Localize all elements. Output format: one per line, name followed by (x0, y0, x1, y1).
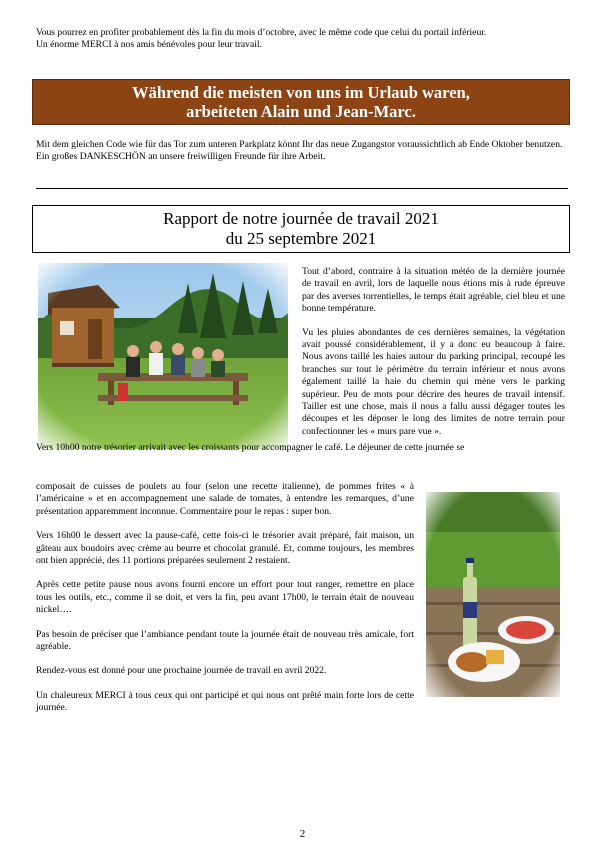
report-paragraph-4: Vers 16h00 le dessert avec la pause-café, cette fois-ci le trésorier avait préparé, fait maison, un gâteau aux boudoirs avec crème au beurre et chocolat granulé. Et, comme toujours, les membres ont bien apprécié, des 11 portions préparées seulement 2 restaient. (36, 530, 414, 567)
report-title: Rapport de notre journée de travail 2021 (163, 209, 439, 228)
lunch-plates-photo (426, 492, 560, 697)
banner-line-1: Während die meisten von uns im Urlaub waren, (132, 83, 470, 102)
group-picnic-photo (38, 263, 288, 449)
report-title-box (32, 205, 570, 253)
report-paragraph-8: Un chaleureux MERCI à tous ceux qui ont participé et qui nous ont prêté main forte lors de cette journée. (36, 689, 414, 714)
german-line-2: Ein großes DANKESCHÖN an unsere freiwilligen Freunde für ihre Arbeit. (36, 151, 326, 163)
report-date: du 25 septembre 2021 (225, 229, 377, 248)
report-paragraph-3a: Vers 10h00 notre trésorier arrivait avec les croissants pour accompagner le café. Le déjeuner de cette journée se (36, 442, 465, 453)
report-paragraph-3-start (36, 442, 564, 454)
german-banner (32, 79, 570, 125)
german-paragraph (36, 139, 576, 164)
report-paragraph-6: Pas besoin de préciser que l’ambiance pendant toute la journée était de nouveau très amicale, fort agréable. (36, 628, 414, 653)
report-paragraph-5: Après cette petite pause nous avons fourni encore un effort pour tout ranger, remettre en place tous les outils, etc., comme il se doit, et vers la fin, peu avant 17h00, le terrain était de nouveau nickel…. (36, 579, 414, 616)
intro-line-1: Vous pourrez en profiter probablement dès la fin du mois d’octobre, avec le même code que celui du portail inférieur. (36, 27, 487, 38)
report-paragraph-1: Tout d’abord, contraire à la situation météo de la dernière journée de travail en avril, lors de laquelle nous étions mis à rude épreuve par des averses torrentielles, le temps était agréable, ciel bleu et une bonne température. (302, 266, 565, 315)
report-right-column (302, 266, 565, 438)
banner-line-2: arbeiteten Alain und Jean-Marc. (186, 102, 416, 121)
german-line-1: Mit dem gleichen Code wie für das Tor zum unteren Parkplatz könnt Ihr das neue Zugangstor voraussichtlich ab Ende Oktober benutzen. (36, 139, 563, 150)
report-left-column (36, 481, 414, 715)
section-divider (36, 188, 568, 189)
intro-paragraph (36, 27, 576, 52)
page-number: 2 (299, 828, 306, 840)
intro-line-2: Un énorme MERCI à nos amis bénévoles pour leur travail. (36, 39, 262, 51)
report-paragraph-7: Rendez-vous est donné pour une prochaine journée de travail en avril 2022. (36, 665, 327, 677)
report-paragraph-3b: composait de cuisses de poulets au four (selon une recette italienne), de pommes frites « à l’américaine » et en accompagnement une salade de tomates, à entendre les remarques, d’une présentation apparemment inconnue. Commentaire pour le repas : super bon. (36, 481, 414, 517)
report-paragraph-2: Vu les pluies abondantes de ces dernières semaines, la végétation avait poussé considérablement, il y a donc eu beaucoup à faire. Nous avons taillé les haies autour du parking principal, recoupé les branches sur tout le périmètre du terrain inférieur et nous avons également taillé la haie du chemin qui mène vers le parking supérieur. Peu de mots pour décrire des heures de travail intensif. Tailler est une chose, mais il nous a fallu aussi dégager toutes les découpes et les déposer le long des limites de notre terrain pour confectionner les « murs pare vue ». (302, 326, 565, 437)
